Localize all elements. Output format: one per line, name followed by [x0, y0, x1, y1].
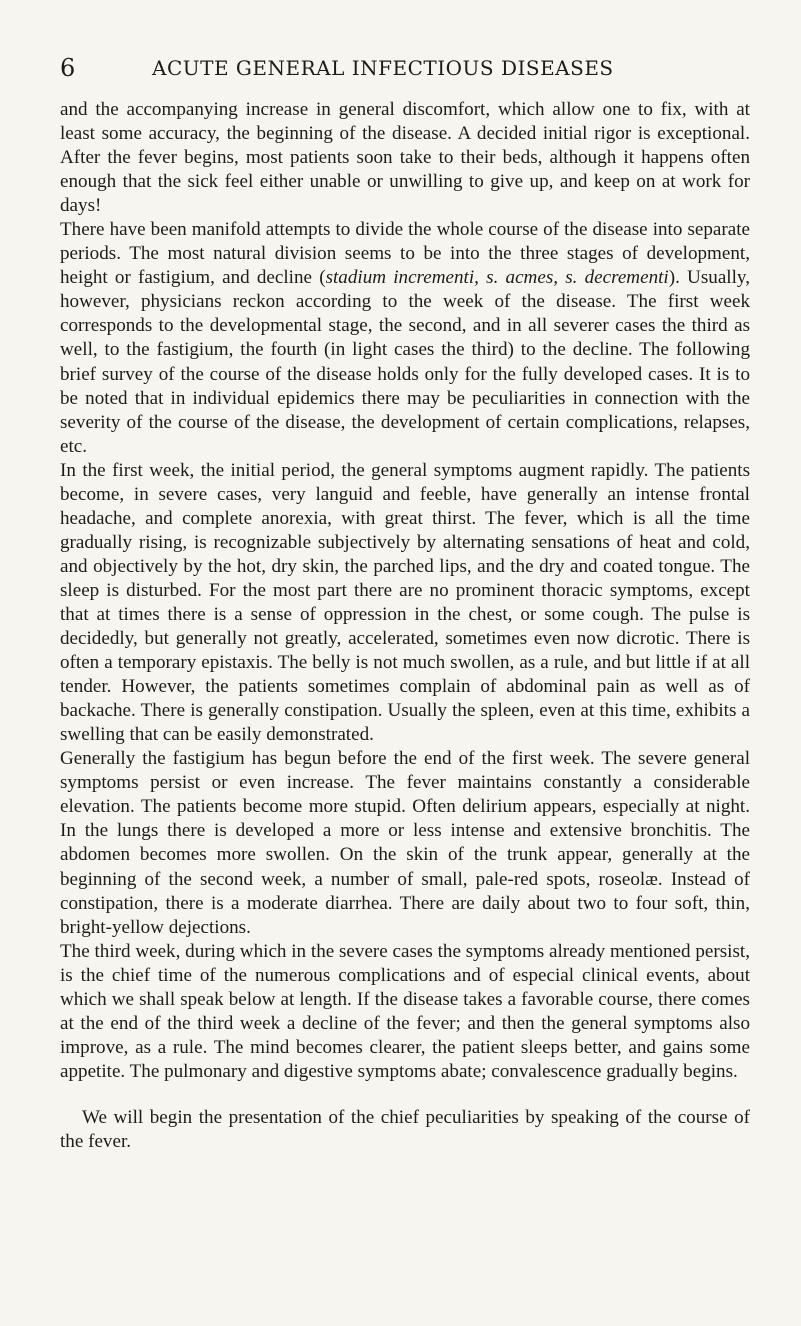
page-header [60, 54, 750, 88]
paragraph-1: and the accompanying increase in general discomfort, which allow one to fix, with at least some accuracy, the beginning of the disease. A decided initial rigor is exceptional. After the fever begins, most patients soon take to their beds, although it happens often enough that the sick feel either unable or unwilling to give up, and keep on at work for days! [60, 99, 750, 217]
paragraph-3: In the first week, the initial period, the general symptoms augment rapidly. The patients become, in severe cases, very languid and feeble, have generally an intense frontal headache, and complete anorexia, with great thirst. The fever, which is all the time gradually rising, is recognizable subjectively by alternating sensations of heat and cold, and objectively by the hot, dry skin, the parched lips, and the dry and coated tongue. The sleep is disturbed. For the most part there are no prominent thoracic symptoms, except that at times there is a sense of oppression in the chest, or some cough. The pulse is decidedly, but generally not greatly, accelerated, sometimes even now dicrotic. There is often a temporary epistaxis. The belly is not much swollen, as a rule, and but little if at all tender. However, the patients sometimes complain of abdominal pain as well as of backache. There is generally constipation. Usually the spleen, even at this time, exhibits a swelling that can be easily demonstrated. [60, 459, 750, 746]
paragraph-2-latin-terms: stadium incrementi, s. acmes, s. decrementi [325, 267, 669, 289]
body-text [60, 98, 750, 1154]
paragraph-2-text-a: There have been manifold attempts to divide the whole course of the disease into separate periods. The most natural division seems to be into the three stages of development, height or fastigium, and decline ( [60, 219, 750, 289]
running-head: ACUTE GENERAL INFECTIOUS DISEASES [152, 56, 614, 80]
paragraph-6: We will begin the presentation of the chief peculiarities by speaking of the course of the fever. [60, 1106, 750, 1152]
paragraph-4: Generally the fastigium has begun before the end of the first week. The severe general symptoms persist or even increase. The fever maintains constantly a considerable elevation. The patients become more stupid. Often delirium appears, especially at night. In the lungs there is developed a more or less intense and extensive bronchitis. The abdomen becomes more swollen. On the skin of the trunk appear, generally at the beginning of the second week, a number of small, pale-red spots, roseolæ. Instead of constipation, there is a moderate diarrhea. There are daily about two to four soft, thin, bright-yellow dejections. [60, 748, 750, 938]
paragraph-2-text-b: ). Usually, however, physicians reckon according to the week of the disease. The first week corresponds to the developmental stage, the second, and in all severer cases the third as well, to the fastigium, the fourth (in light cases the third) to the decline. The following brief survey of the course of the disease holds only for the fully developed cases. It is to be noted that in individual epidemics there may be peculiarities in connection with the severity of the course of the disease, the development of certain complications, relapses, etc. [60, 267, 750, 457]
paragraph-2 [60, 218, 750, 458]
paragraph-5: The third week, during which in the severe cases the symptoms already mentioned persist, is the chief time of the numerous complications and of especial clinical events, about which we shall speak below at length. If the disease takes a favorable course, there comes at the end of the third week a decline of the fever; and then the general symptoms also improve, as a rule. The mind becomes clearer, the patient sleeps better, and gains some appetite. The pulmonary and digestive symptoms abate; convalescence gradually begins. [60, 940, 750, 1082]
page-number: 6 [60, 54, 76, 82]
